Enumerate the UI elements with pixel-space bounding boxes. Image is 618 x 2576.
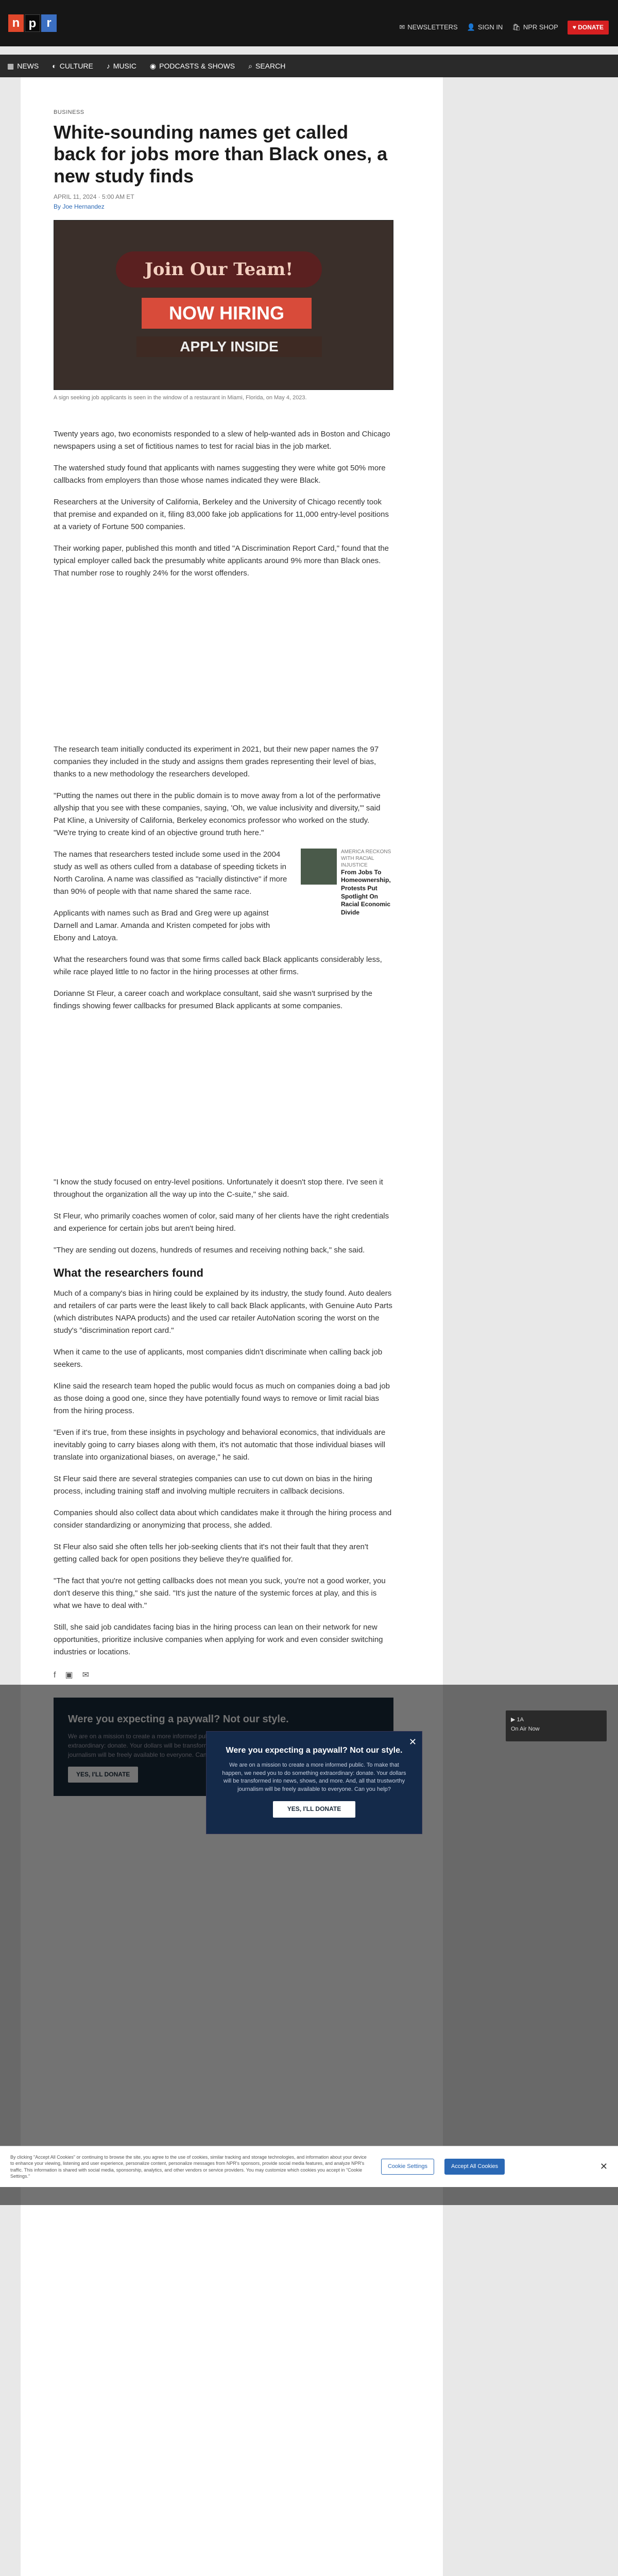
paragraph: The research team initially conducted its experiment in 2021, but their new paper names the 97 companies they included in the study and assigns them grades representing their level of bias, thanks to a new methodology the researchers developed. (54, 744, 379, 778)
user-icon: 👤 (467, 23, 475, 31)
paragraph: "The fact that you're not getting callbacks does not mean you suck, you're not a good worker, you don't deserve this thing," she said. "It's just the nature of the systemic forces at play, and this is what we have to deal with." (54, 1577, 386, 1611)
lead-photo[interactable] (54, 220, 393, 390)
player-status: On Air Now (511, 1725, 540, 1732)
article-byline[interactable]: By Joe Hernandez (54, 203, 105, 211)
paragraph: Companies should also collect data about which candidates make it through the hiring process and consider standardizing or anonymizing that process, she added. (54, 1509, 392, 1530)
photo-sign-apply: APPLY INSIDE (136, 336, 322, 357)
paragraph: "Putting the names out there in the public domain is to move away from a lot of the performative allyship that you see with these companies, saying, 'Oh, we value inclusivity and diversity,'" said Pat Kline, a University of California, Berkeley economics professor who worked on the study. "We're trying to create kind of an objective ground truth here." (54, 791, 381, 837)
npr-shop-link[interactable] (512, 22, 558, 33)
email-icon[interactable]: ✉ (82, 1671, 89, 1680)
logo-p: p (25, 14, 40, 32)
donate-button[interactable] (568, 21, 609, 35)
facebook-icon[interactable]: f (54, 1671, 56, 1680)
photo-sign-join: Join Our Team! (116, 251, 322, 287)
npr-shop-label: NPR SHOP (523, 23, 558, 31)
related-thumbnail (301, 849, 337, 885)
news-icon: ▦ (7, 61, 14, 70)
donate-label: DONATE (578, 24, 604, 31)
paragraph: Applicants with names such as Brad and Greg were up against Darnell and Lamar. Amanda and Kristen competed for jobs with Ebony and Latoya. (54, 908, 270, 942)
paragraph: When it came to the use of applicants, most companies didn't discriminate when calling back job seekers. (54, 1348, 383, 1369)
section-heading: What the researchers found (54, 1266, 203, 1279)
play-icon[interactable]: ▶ (511, 1717, 516, 1723)
culture-icon: ◐ (52, 61, 57, 70)
modal-donate-button[interactable]: YES, I'LL DONATE (273, 1801, 355, 1817)
donate-modal (206, 1731, 422, 1834)
paragraph: "I know the study focused on entry-level positions. Unfortunately it doesn't stop there. I've seen it throughout the organization all the way up into the C-suite," she said. (54, 1177, 383, 1199)
envelope-icon: ✉ (399, 23, 405, 31)
nav-search-label: SEARCH (255, 61, 286, 70)
paragraph: What the researchers found was that some firms called back Black applicants considerably less, while race played little to no factor in the hiring processes at other firms. (54, 955, 382, 976)
shop-icon: 🛍 (512, 23, 521, 31)
nav-news-label: NEWS (17, 61, 39, 70)
cookie-banner (0, 2146, 618, 2187)
nav-podcasts[interactable] (150, 60, 235, 72)
cookie-settings-button[interactable]: Cookie Settings (381, 2159, 434, 2175)
main-nav (0, 55, 618, 77)
paragraph: The watershed study found that applicants with names suggesting they were white got 50% more callbacks from employers than those whose names indicated they were Black. (54, 463, 386, 485)
paragraph: Twenty years ago, two economists responded to a slew of help-wanted ads in Boston and Chicago newspapers using a set of fictitious names to test for racial bias in the job market. (54, 429, 390, 451)
logo-r: r (41, 14, 57, 32)
heart-icon: ♥ (572, 24, 578, 31)
nav-search[interactable] (248, 60, 285, 72)
paragraph: Researchers at the University of California, Berkeley and the University of Chicago recently took that premise and expanded on it, filing 83,000 fake job applications for 11,000 entry-level positions at a variety of Fortune 500 companies. (54, 497, 389, 531)
logo-n: n (8, 14, 24, 32)
related-story[interactable] (301, 849, 393, 917)
photo-sign-hiring: NOW HIRING (142, 298, 312, 329)
paragraph: Still, she said job candidates facing bias in the hiring process can lean on their network for new opportunities, prioritize inclusive companies when applying for work and even consider switching industries or locations. (54, 1623, 383, 1657)
article-content (54, 108, 393, 1796)
ad-space (54, 1022, 393, 1176)
sign-in-link[interactable] (467, 22, 503, 33)
paragraph: Dorianne St Fleur, a career coach and workplace consultant, said she wasn't surprised by the findings showing fewer callbacks for presumed Black applicants at some companies. (54, 989, 373, 1010)
paragraph: St Fleur also said she often tells her job-seeking clients that it's not their fault that they aren't getting called back for open positions they believe they're qualified for. (54, 1543, 369, 1564)
nav-music[interactable] (107, 60, 136, 72)
close-icon[interactable]: ✕ (408, 1737, 417, 1747)
nav-culture[interactable] (52, 60, 93, 72)
top-bar (0, 0, 618, 46)
player-program: 1A (517, 1717, 524, 1723)
close-icon[interactable]: ✕ (599, 2161, 608, 2172)
related-title: From Jobs To Homeownership, Protests Put Spotlight On Racial Economic Divide (341, 868, 391, 916)
article-date: APRIL 11, 2024 · 5:00 AM ET (54, 193, 134, 200)
newsletters-link[interactable] (399, 22, 457, 33)
music-icon: ♪ (106, 61, 110, 70)
share-bar (54, 1669, 393, 1682)
paragraph: "Even if it's true, from these insights in psychology and behavioral economics, that individuals are inevitably going to carry biases along with them, it's not automatic that those individual biases will translate into organizational biases, on average," he said. (54, 1428, 386, 1462)
accept-cookies-button[interactable]: Accept All Cookies (444, 2159, 505, 2175)
cookie-text: By clicking "Accept All Cookies" or continuing to browse the site, you agree to the use of cookies, similar tracking and storage technologies, and information about your device to enhance your viewing, listening and user experience, personalize content, personalize messages from NPR's sponsors, provide social media features, and analyze NPR's traffic. This information is shared with social media, sponsorship, analytics, and other vendors or service providers. You may customize which cookies you accept in "Cookie Settings." (10, 2155, 367, 2179)
paragraph: "They are sending out dozens, hundreds of resumes and receiving nothing back," she said. (54, 1245, 365, 1255)
paragraph: St Fleur said there are several strategies companies can use to cut down on bias in the hiring process, including training staff and involving multiple recruiters in callback decisions. (54, 1475, 372, 1496)
nav-culture-label: CULTURE (59, 61, 93, 70)
top-links (399, 21, 609, 35)
search-icon: ⌕ (248, 61, 252, 70)
paragraph: Their working paper, published this month and titled "A Discrimination Report Card," found that the typical employer called back the presumably white applicants around 9% more than Black ones. That number rose to roughly 24% for the worst offenders. (54, 544, 389, 578)
photo-caption: A sign seeking job applicants is seen in the window of a restaurant in Miami, Florida, on May 4, 2023. (54, 395, 307, 401)
article-title: White-sounding names get called back for jobs more than Black ones, a new study finds (54, 121, 388, 187)
nav-music-label: MUSIC (113, 61, 136, 70)
modal-text: We are on a mission to create a more informed public. To make that happen, we need you to do something extraordinary: donate. Your dollars will be transformed into news, shows, and more. And, all that trustworthy journalism will be freely available to everyone. Can you help? (222, 1761, 406, 1793)
podcast-icon: ◉ (149, 61, 157, 70)
radio-player[interactable] (506, 1710, 607, 1741)
newsletters-label: NEWSLETTERS (407, 23, 458, 31)
modal-title: Were you expecting a paywall? Not our style. (226, 1746, 403, 1755)
ad-space (54, 589, 393, 743)
paragraph: Much of a company's bias in hiring could be explained by its industry, the study found. Auto dealers and retailers of car parts were the least likely to call back Black applicants, with Genuine Auto Parts (which distributes NAPA products) and the used car retailer AutoNation scoring the worst on the study's "discrimination report card." (54, 1289, 392, 1335)
nav-news[interactable] (7, 60, 39, 72)
related-section: AMERICA RECKONS WITH RACIAL INJUSTICE (341, 849, 391, 868)
nav-podcasts-label: PODCASTS & SHOWS (159, 61, 235, 70)
article-slug[interactable]: BUSINESS (54, 109, 84, 115)
npr-logo[interactable] (8, 14, 58, 32)
sign-in-label: SIGN IN (477, 23, 503, 31)
paragraph: St Fleur, who primarily coaches women of color, said many of her clients have the right credentials and experience for certain jobs but aren't being hired. (54, 1211, 389, 1233)
paragraph: The names that researchers tested include some used in the 2004 study as well as others culled from a database of speeding tickets in North Carolina. A name was classified as "racially distinctive" if more than 90% of people with that name shared the same race. (54, 850, 287, 896)
flipboard-icon[interactable]: ▣ (65, 1671, 73, 1680)
paragraph: Kline said the research team hoped the public would focus as much on companies doing a bad job as those doing a good one, since they have potentially found ways to remove or limit racial bias from the hiring process. (54, 1382, 390, 1416)
